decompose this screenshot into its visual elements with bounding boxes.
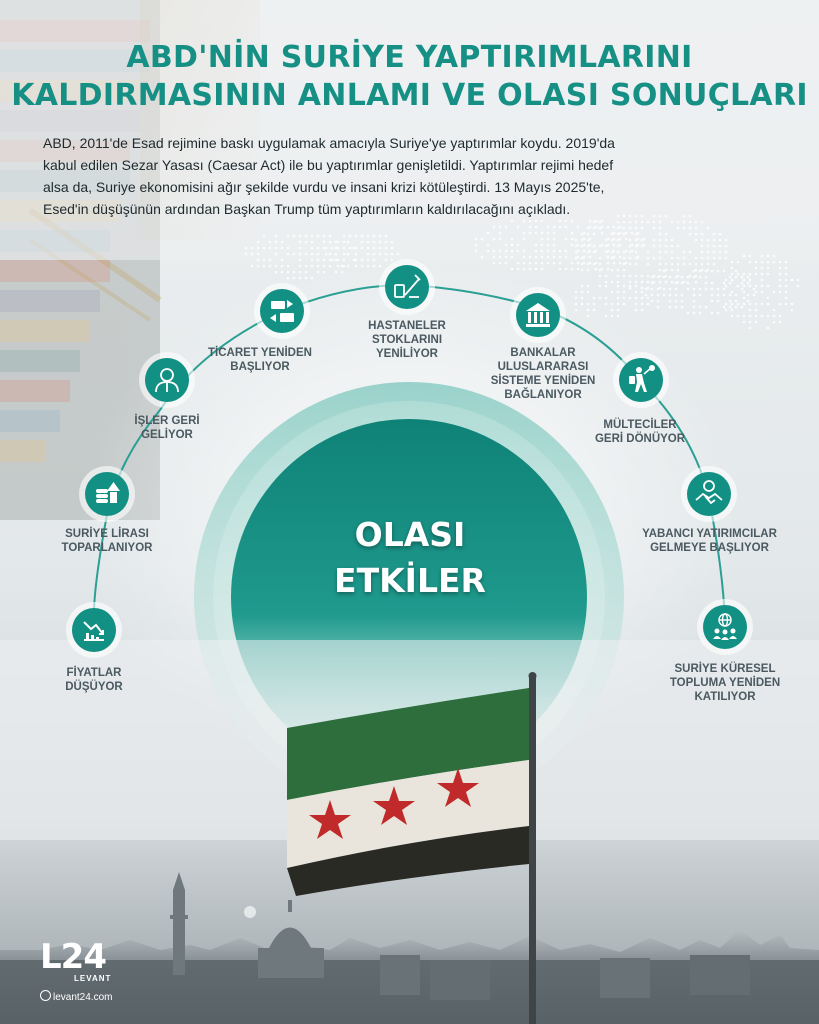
label-lira-line1: SURİYE LİRASI (65, 528, 149, 540)
label-investors-line2: GELMEYE BAŞLIYOR (650, 542, 769, 554)
brand-mark: L24 (40, 937, 106, 977)
effect-node-investors (681, 466, 737, 522)
center-heading (260, 512, 560, 604)
title-line-1: ABD'NİN SURİYE YAPTIRIMLARINI (126, 40, 693, 75)
effect-node-global (697, 599, 753, 655)
brand-website (40, 990, 112, 1003)
brand-subtitle: LEVANT (74, 974, 112, 983)
label-prices (44, 666, 144, 694)
label-global (655, 662, 795, 704)
label-banks-line3: SİSTEME YENİDEN (490, 375, 596, 387)
label-trade-line2: BAŞLIYOR (230, 361, 290, 373)
label-banks (478, 346, 608, 402)
label-trade (200, 346, 320, 374)
intro-line-3: alsa da, Suriye ekonomisini ağır şekilde vurdu ve insani krizi kötüleştirdi. 13 Mayıs 2025'te, (43, 179, 605, 195)
effect-node-jobs (139, 352, 195, 408)
effect-node-banks (510, 287, 566, 343)
brand-site-text: levant24.com (53, 992, 113, 1003)
label-refugees-line1: MÜLTECİLER (603, 419, 677, 431)
label-refugees (585, 418, 695, 446)
center-heading-line1: OLASI (354, 515, 466, 554)
intro-line-2: kabul edilen Sezar Yasası (Caesar Act) ile bu yaptırımlar genişletildi. Yaptırımlar rejimi hedef (43, 157, 614, 173)
label-jobs-line2: GELİYOR (141, 429, 193, 441)
label-prices-line1: FİYATLAR (66, 667, 122, 679)
coins-up-icon (85, 472, 129, 516)
label-global-line3: KATILIYOR (694, 691, 756, 703)
globe-icon (40, 990, 51, 1001)
label-jobs-line1: İŞLER GERİ (134, 415, 200, 427)
effect-node-prices (66, 602, 122, 658)
label-refugees-line2: GERİ DÖNÜYOR (594, 433, 686, 445)
label-global-line2: TOPLUMA YENİDEN (669, 677, 781, 689)
label-jobs (117, 414, 217, 442)
global-community-icon (703, 605, 747, 649)
medical-supplies-icon (385, 265, 429, 309)
label-hospitals-line2: STOKLARINI YENİLİYOR (371, 334, 443, 360)
worker-icon (145, 358, 189, 402)
intro-line-4: Esed'in düşüşünün ardından Başkan Trump tüm yaptırımların kaldırılacağını açıkladı. (43, 201, 571, 217)
effect-node-refugees (613, 352, 669, 408)
effect-node-trade (254, 283, 310, 339)
label-banks-line1: BANKALAR (510, 347, 576, 359)
label-investors-line1: YABANCI YATIRIMCILAR (642, 528, 777, 540)
brand-logo (40, 937, 113, 1003)
handshake-icon (687, 472, 731, 516)
label-hospitals-line1: HASTANELER (368, 320, 446, 332)
effect-node-hospitals (379, 259, 435, 315)
intro-line-1: ABD, 2011'de Esad rejimine baskı uygulamak amacıyla Suriye'ye yaptırımlar koydu. 2019'da (43, 135, 615, 151)
bank-icon (516, 293, 560, 337)
effect-node-lira (79, 466, 135, 522)
label-investors (627, 527, 792, 555)
center-heading-line2: ETKİLER (334, 561, 486, 600)
label-prices-line2: DÜŞÜYOR (65, 681, 123, 693)
label-global-line1: SURİYE KÜRESEL (674, 663, 776, 675)
label-trade-line1: TİCARET YENİDEN (208, 347, 312, 359)
trade-icon (260, 289, 304, 333)
label-banks-line2: ULUSLARARASI (497, 361, 589, 373)
label-lira (47, 527, 167, 555)
label-hospitals (342, 319, 472, 361)
title-line-2: KALDIRMASININ ANLAMI VE OLASI SONUÇLARI (11, 78, 808, 113)
label-lira-line2: TOPARLANIYOR (61, 542, 153, 554)
label-banks-line4: BAĞLANIYOR (504, 389, 582, 401)
falling-chart-icon (72, 608, 116, 652)
